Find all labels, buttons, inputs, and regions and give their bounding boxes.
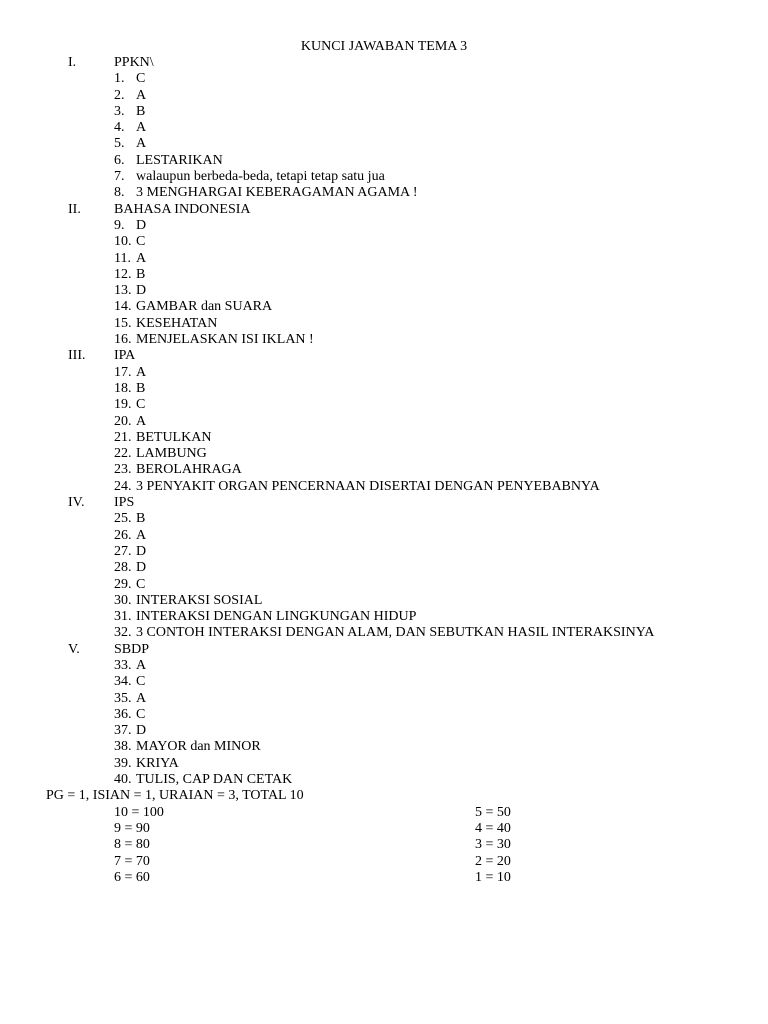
answer-row [0, 185, 768, 201]
section-name: SBDP [114, 641, 150, 657]
answer-row [0, 625, 768, 641]
section-heading [0, 348, 768, 364]
question-number: 4. [114, 120, 125, 136]
answer-text: D [136, 283, 147, 299]
question-number: 15. [114, 315, 132, 331]
question-number: 30. [114, 592, 132, 608]
answer-row [0, 511, 768, 527]
question-number: 21. [114, 429, 132, 445]
question-number: 5. [114, 136, 125, 152]
answer-text: LESTARIKAN [136, 152, 223, 168]
answer-text: B [136, 511, 146, 527]
question-number: 10. [114, 234, 132, 250]
score-row [0, 870, 768, 886]
answer-row [0, 723, 768, 739]
question-number: 29. [114, 576, 132, 592]
answer-row [0, 120, 768, 136]
section-heading [0, 55, 768, 71]
answer-row [0, 267, 768, 283]
answer-row [0, 772, 768, 788]
answer-row [0, 251, 768, 267]
answer-text: A [136, 136, 147, 152]
scoring-rule [0, 788, 768, 804]
question-number: 11. [114, 250, 131, 266]
answer-text: LAMBUNG [136, 446, 207, 462]
answer-text: GAMBAR dan SUARA [136, 299, 273, 315]
section-numeral: IV. [68, 495, 85, 511]
answer-row [0, 153, 768, 169]
answer-text: A [136, 364, 147, 380]
section-heading [0, 642, 768, 658]
score-right-cell: 4 = 40 [475, 820, 511, 836]
score-row [0, 837, 768, 853]
answer-row [0, 739, 768, 755]
answer-text: KRIYA [136, 755, 179, 771]
section-numeral: V. [68, 641, 80, 657]
answer-row [0, 707, 768, 723]
question-number: 37. [114, 723, 132, 739]
question-number: 33. [114, 657, 132, 673]
answer-key-content [0, 55, 768, 886]
score-left-cell: 8 = 80 [114, 837, 150, 853]
question-number: 8. [114, 185, 125, 201]
section-name: BAHASA INDONESIA [114, 201, 251, 217]
question-number: 14. [114, 299, 132, 315]
question-number: 25. [114, 511, 132, 527]
answer-row [0, 332, 768, 348]
section-numeral: III. [68, 348, 86, 364]
score-row [0, 805, 768, 821]
answer-row [0, 397, 768, 413]
answer-row [0, 756, 768, 772]
score-right-cell: 3 = 30 [475, 837, 511, 853]
answer-text: INTERAKSI DENGAN LINGKUNGAN HIDUP [136, 609, 417, 625]
answer-text: D [136, 217, 147, 233]
answer-row [0, 299, 768, 315]
answer-row [0, 430, 768, 446]
answer-row [0, 381, 768, 397]
score-right-cell: 2 = 20 [475, 853, 511, 869]
answer-row [0, 577, 768, 593]
question-number: 34. [114, 674, 132, 690]
question-number: 28. [114, 560, 132, 576]
question-number: 6. [114, 152, 125, 168]
answer-row [0, 593, 768, 609]
answer-text: BEROLAHRAGA [136, 462, 242, 478]
answer-row [0, 169, 768, 185]
answer-text: C [136, 706, 146, 722]
answer-text: INTERAKSI SOSIAL [136, 592, 263, 608]
question-number: 13. [114, 283, 132, 299]
answer-text: A [136, 527, 147, 543]
question-number: 36. [114, 706, 132, 722]
score-right-cell: 1 = 10 [475, 869, 511, 885]
question-number: 35. [114, 690, 132, 706]
answer-text: KESEHATAN [136, 315, 218, 331]
score-row [0, 821, 768, 837]
answer-row [0, 71, 768, 87]
question-number: 32. [114, 625, 132, 641]
answer-text: B [136, 103, 146, 119]
section-numeral: I. [68, 55, 77, 70]
score-left-cell: 7 = 70 [114, 853, 150, 869]
question-number: 12. [114, 266, 132, 282]
answer-row [0, 609, 768, 625]
answer-row [0, 691, 768, 707]
answer-text: MENJELASKAN ISI IKLAN ! [136, 332, 314, 348]
answer-row [0, 316, 768, 332]
answer-row [0, 234, 768, 250]
answer-text: TULIS, CAP DAN CETAK [136, 772, 293, 788]
answer-text: B [136, 266, 146, 282]
score-left-cell: 9 = 90 [114, 820, 150, 836]
question-number: 27. [114, 543, 132, 559]
question-number: 23. [114, 462, 132, 478]
answer-text: A [136, 120, 147, 136]
score-row [0, 854, 768, 870]
answer-text: D [136, 723, 147, 739]
section-name: IPA [114, 348, 136, 364]
question-number: 7. [114, 169, 125, 185]
answer-text: C [136, 234, 146, 250]
answer-row [0, 104, 768, 120]
question-number: 31. [114, 609, 132, 625]
answer-text: BETULKAN [136, 429, 212, 445]
answer-text: D [136, 543, 147, 559]
question-number: 2. [114, 87, 125, 103]
question-number: 24. [114, 478, 132, 494]
answer-text: 3 CONTOH INTERAKSI DENGAN ALAM, DAN SEBUTKAN HASIL INTERAKSINYA [136, 625, 655, 641]
score-left-cell: 6 = 60 [114, 869, 150, 885]
question-number: 18. [114, 380, 132, 396]
question-number: 9. [114, 217, 125, 233]
question-number: 16. [114, 332, 132, 348]
answer-text: A [136, 87, 147, 103]
question-number: 17. [114, 364, 132, 380]
document-title: KUNCI JAWABAN TEMA 3 [300, 39, 468, 54]
answer-text: walaupun berbeda-beda, tetapi tetap satu jua [136, 169, 385, 185]
answer-row [0, 414, 768, 430]
answer-text: A [136, 690, 147, 706]
answer-row [0, 528, 768, 544]
answer-text: C [136, 674, 146, 690]
answer-row [0, 560, 768, 576]
answer-text: D [136, 560, 147, 576]
section-numeral: II. [68, 201, 81, 217]
section-name: PPKN\ [114, 55, 154, 70]
answer-text: A [136, 250, 147, 266]
answer-text: B [136, 380, 146, 396]
answer-text: 3 PENYAKIT ORGAN PENCERNAAN DISERTAI DENGAN PENYEBABNYA [136, 478, 600, 494]
answer-row [0, 283, 768, 299]
section-heading [0, 495, 768, 511]
answer-row [0, 88, 768, 104]
question-number: 26. [114, 527, 132, 543]
answer-row [0, 674, 768, 690]
answer-text: A [136, 657, 147, 673]
answer-row [0, 218, 768, 234]
answer-row [0, 462, 768, 478]
question-number: 38. [114, 739, 132, 755]
section-heading [0, 202, 768, 218]
answer-row [0, 658, 768, 674]
score-right-cell: 5 = 50 [475, 804, 511, 820]
answer-text: 3 MENGHARGAI KEBERAGAMAN AGAMA ! [136, 185, 418, 201]
question-number: 40. [114, 772, 132, 788]
answer-text: C [136, 576, 146, 592]
answer-row [0, 365, 768, 381]
answer-text: C [136, 71, 146, 87]
score-left-cell: 10 = 100 [114, 804, 164, 820]
question-number: 3. [114, 103, 125, 119]
answer-row [0, 136, 768, 152]
answer-row [0, 446, 768, 462]
question-number: 39. [114, 755, 132, 771]
answer-text: MAYOR dan MINOR [136, 739, 261, 755]
question-number: 20. [114, 413, 132, 429]
answer-row [0, 479, 768, 495]
question-number: 1. [114, 71, 125, 87]
section-name: IPS [114, 495, 135, 511]
question-number: 19. [114, 397, 132, 413]
answer-text: A [136, 413, 147, 429]
question-number: 22. [114, 446, 132, 462]
answer-text: C [136, 397, 146, 413]
scoring-rule-text: PG = 1, ISIAN = 1, URAIAN = 3, TOTAL 10 [46, 788, 304, 804]
answer-row [0, 544, 768, 560]
